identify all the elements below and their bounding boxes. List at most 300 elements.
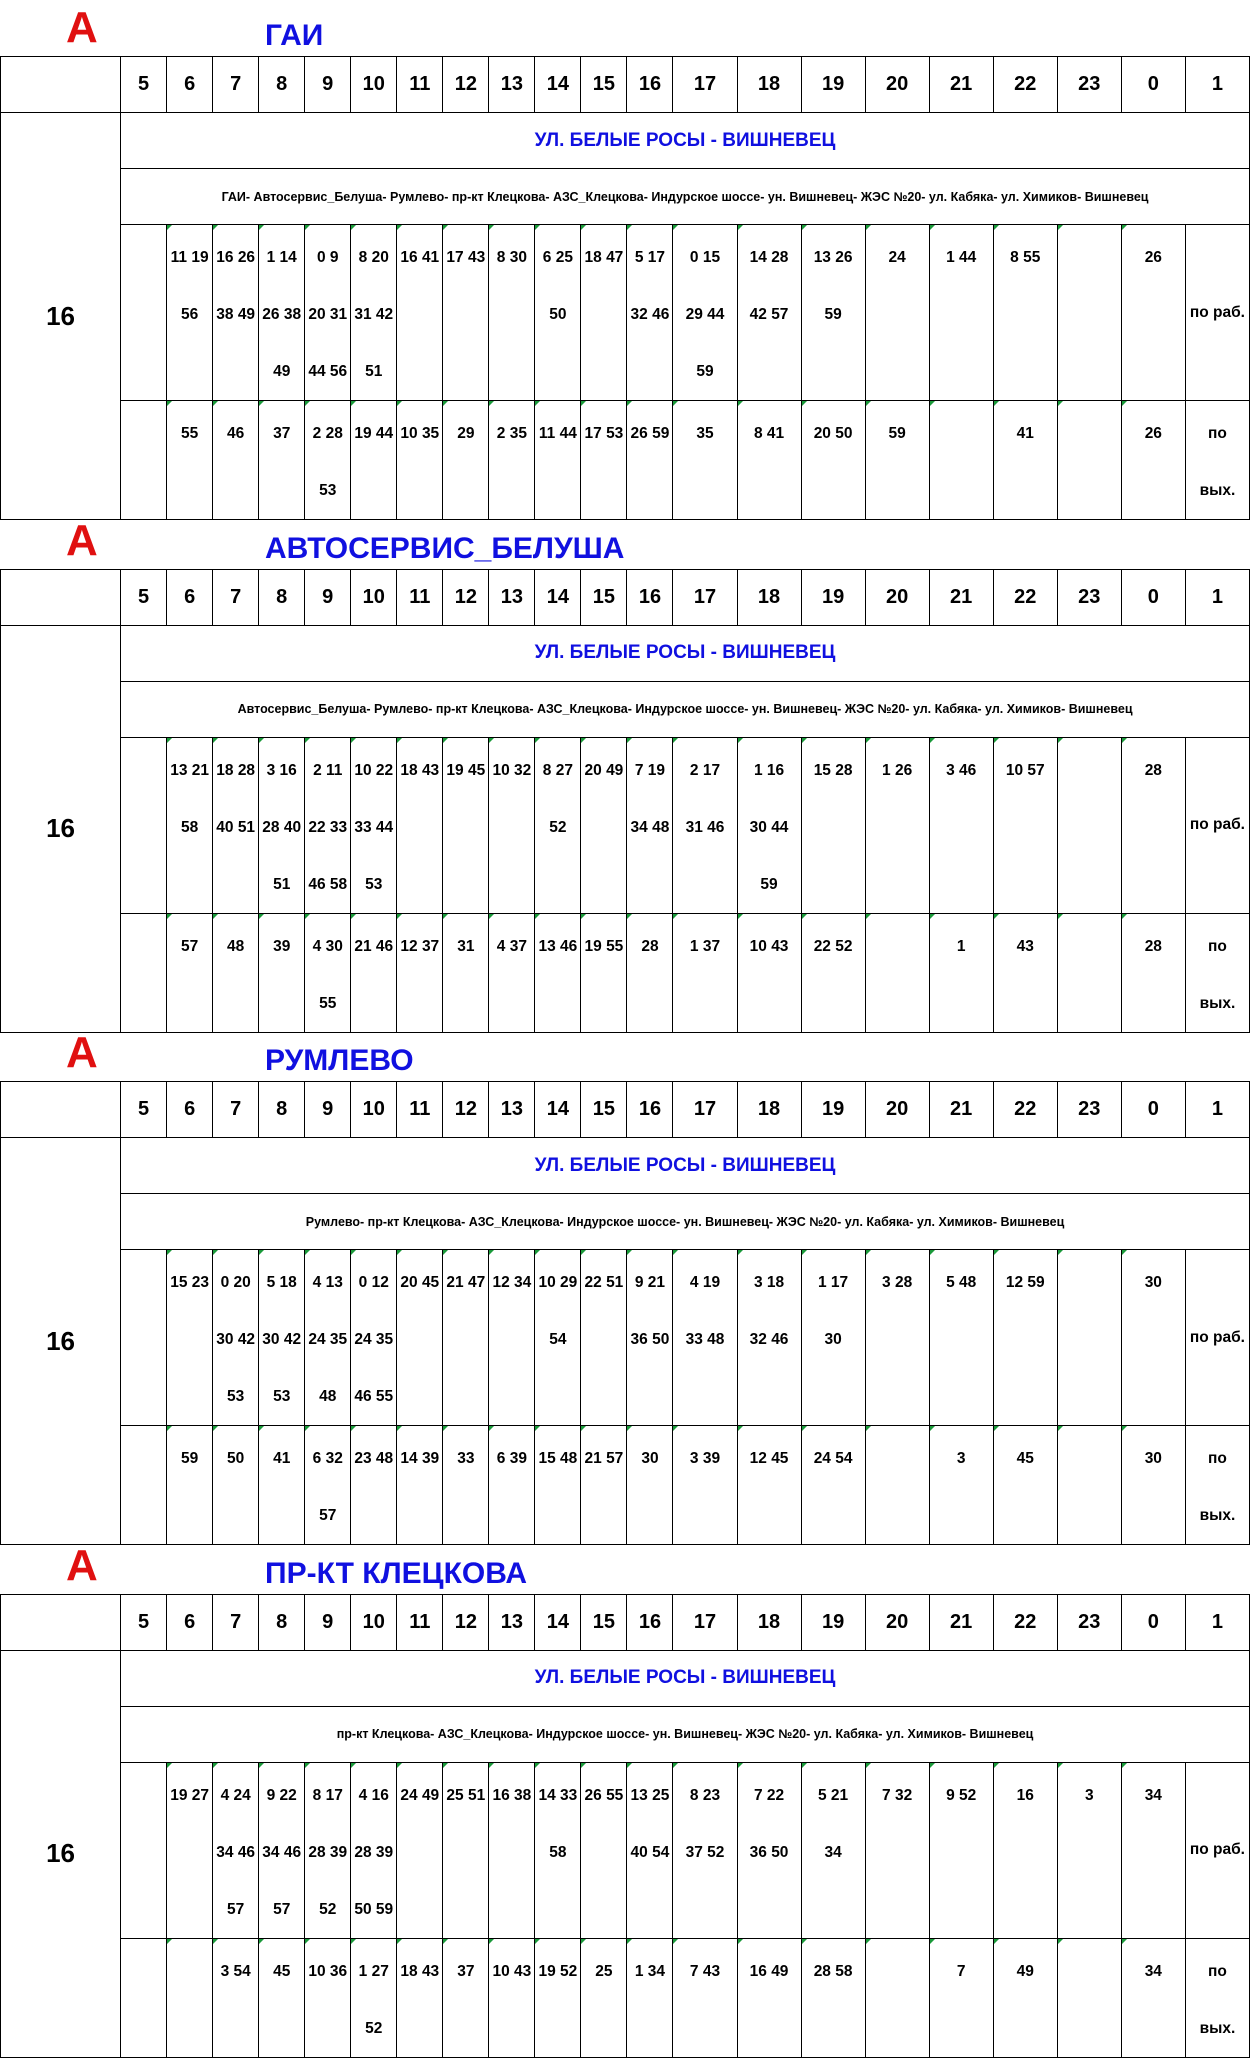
stop-section bbox=[0, 513, 1250, 1026]
weekend-times-cell bbox=[443, 1426, 489, 1545]
weekend-label-line: вых. bbox=[1199, 2019, 1236, 2037]
time-line bbox=[1122, 286, 1185, 343]
hour-header: 13 bbox=[489, 57, 535, 113]
weekday-row bbox=[1, 225, 1250, 401]
time-line: 7 43 bbox=[689, 1962, 721, 1980]
time-line bbox=[489, 1368, 534, 1425]
hour-header: 16 bbox=[627, 569, 673, 625]
time-line: 30 bbox=[824, 1331, 842, 1348]
weekday-times-cell bbox=[865, 225, 929, 401]
time-line: 59 bbox=[696, 363, 714, 380]
hour-header: 15 bbox=[581, 1082, 627, 1138]
time-line bbox=[213, 856, 258, 913]
time-line: 37 bbox=[457, 1962, 475, 1980]
time-line: 22 52 bbox=[813, 937, 853, 955]
time-line: 26 59 bbox=[630, 425, 670, 442]
weekday-times-cell bbox=[929, 225, 993, 401]
weekday-times-cell bbox=[627, 1762, 673, 1938]
time-line: 30 44 bbox=[749, 818, 789, 836]
time-line bbox=[259, 975, 304, 1032]
time-line: 45 bbox=[1016, 1450, 1034, 1467]
weekend-times-cell bbox=[167, 913, 213, 1032]
time-line bbox=[866, 462, 929, 519]
time-line: 28 bbox=[641, 937, 659, 955]
time-line bbox=[1122, 2000, 1185, 2057]
time-line: 37 bbox=[273, 425, 291, 442]
time-line: 5 48 bbox=[946, 1274, 977, 1291]
time-line bbox=[930, 462, 993, 519]
weekend-times-cell bbox=[737, 401, 801, 520]
weekday-times-cell bbox=[535, 1762, 581, 1938]
weekday-times-cell bbox=[929, 1762, 993, 1938]
hour-header: 18 bbox=[737, 1082, 801, 1138]
weekday-times-cell bbox=[581, 1762, 627, 1938]
hour-header: 17 bbox=[673, 1082, 737, 1138]
time-line: 6 39 bbox=[496, 1450, 527, 1467]
time-line bbox=[1058, 343, 1121, 400]
empty-5-cell bbox=[121, 737, 167, 913]
time-line: 53 bbox=[319, 482, 337, 499]
time-line bbox=[673, 1881, 736, 1938]
weekday-times-cell bbox=[535, 737, 581, 913]
time-line bbox=[259, 462, 304, 519]
time-line: 4 19 bbox=[689, 1274, 721, 1291]
hour-header: 11 bbox=[397, 57, 443, 113]
hour-header: 15 bbox=[581, 569, 627, 625]
weekend-times-cell bbox=[1057, 1938, 1121, 2057]
weekend-times-cell bbox=[1121, 913, 1185, 1032]
time-line bbox=[535, 975, 580, 1032]
weekday-times-cell bbox=[213, 1250, 259, 1426]
time-line: 18 43 bbox=[400, 1962, 440, 1980]
time-line: 4 13 bbox=[312, 1274, 343, 1291]
hours-header-row bbox=[1, 569, 1250, 625]
time-line bbox=[994, 856, 1057, 913]
weekend-label-line: по bbox=[1208, 1962, 1227, 1980]
hour-header: 9 bbox=[305, 57, 351, 113]
weekday-times-cell bbox=[737, 225, 801, 401]
route-number: 16 bbox=[1, 625, 121, 1032]
time-line: 16 bbox=[1016, 1786, 1034, 1804]
time-line: 1 17 bbox=[818, 1274, 849, 1291]
hour-header: 23 bbox=[1057, 569, 1121, 625]
weekend-label bbox=[1185, 1426, 1249, 1545]
weekday-times-cell bbox=[737, 1250, 801, 1426]
time-line bbox=[994, 1368, 1057, 1425]
weekend-times-cell bbox=[993, 1938, 1057, 2057]
hour-header: 19 bbox=[801, 1082, 865, 1138]
hour-header: 8 bbox=[259, 1082, 305, 1138]
weekday-row bbox=[1, 1762, 1250, 1938]
time-line: 26 38 bbox=[262, 306, 302, 323]
time-line: 12 59 bbox=[1005, 1274, 1045, 1291]
weekday-times-cell bbox=[581, 225, 627, 401]
time-line bbox=[535, 2000, 580, 2057]
hour-header: 19 bbox=[801, 57, 865, 113]
via-row bbox=[1, 169, 1250, 225]
time-line: 4 30 bbox=[312, 937, 343, 955]
weekend-label-line: вых. bbox=[1199, 1507, 1236, 1524]
time-line: 9 52 bbox=[946, 1786, 977, 1804]
weekend-times-cell bbox=[673, 401, 737, 520]
weekday-times-cell bbox=[993, 1762, 1057, 1938]
stop-titlebar bbox=[0, 1025, 1250, 1081]
time-line bbox=[259, 2000, 304, 2057]
weekend-times-cell bbox=[1121, 401, 1185, 520]
route-number: 16 bbox=[1, 1138, 121, 1545]
time-line: 7 32 bbox=[882, 1786, 913, 1804]
weekend-times-cell bbox=[443, 913, 489, 1032]
weekday-times-cell bbox=[673, 1250, 737, 1426]
weekend-times-cell bbox=[865, 1426, 929, 1545]
hour-header: 9 bbox=[305, 1594, 351, 1650]
weekday-times-cell bbox=[737, 737, 801, 913]
time-line: 31 42 bbox=[354, 306, 394, 323]
time-line: 56 bbox=[181, 306, 199, 323]
time-line bbox=[443, 286, 488, 343]
hour-header: 9 bbox=[305, 1082, 351, 1138]
time-line: 39 bbox=[273, 937, 291, 955]
time-line: 13 26 bbox=[813, 249, 853, 266]
time-line bbox=[930, 975, 993, 1032]
hour-header: 7 bbox=[213, 57, 259, 113]
hour-header: 22 bbox=[993, 569, 1057, 625]
time-line: 45 bbox=[273, 1962, 291, 1980]
time-line bbox=[489, 799, 534, 856]
weekend-times-cell bbox=[305, 401, 351, 520]
hour-header: 18 bbox=[737, 569, 801, 625]
weekend-row bbox=[1, 1426, 1250, 1545]
time-line: 24 49 bbox=[400, 1786, 440, 1804]
time-line bbox=[489, 286, 534, 343]
weekday-times-cell bbox=[1057, 1762, 1121, 1938]
hour-header: 12 bbox=[443, 1594, 489, 1650]
direction-title: УЛ. БЕЛЫЕ РОСЫ - ВИШНЕВЕЦ bbox=[121, 1650, 1250, 1706]
empty-5-cell bbox=[121, 225, 167, 401]
time-line: 2 28 bbox=[312, 425, 343, 442]
stop-titlebar bbox=[0, 513, 1250, 569]
time-line: 28 39 bbox=[354, 1843, 394, 1861]
hour-header: 6 bbox=[167, 1594, 213, 1650]
hour-header: 8 bbox=[259, 1594, 305, 1650]
route-stops: пр-кт Клецкова- АЗС_Клецкова- Индурское шоссе- ун. Вишневец- ЖЭС №20- ул. Кабяка- ул. Химиков- Вишневец bbox=[121, 1706, 1250, 1762]
route-stops: ГАИ- Автосервис_Белуша- Румлево- пр-кт Клецкова- АЗС_Клецкова- Индурское шоссе- ун. Вишневец- ЖЭС №20- ул. Кабяка- ул. Химиков- Вишневец bbox=[121, 169, 1250, 225]
weekend-times-cell bbox=[801, 1938, 865, 2057]
time-line bbox=[397, 1487, 442, 1544]
time-line: 15 28 bbox=[813, 761, 853, 779]
weekend-times-cell bbox=[673, 1426, 737, 1545]
weekday-times-cell bbox=[865, 1762, 929, 1938]
weekend-times-cell bbox=[305, 913, 351, 1032]
time-line bbox=[930, 799, 993, 856]
weekend-times-cell bbox=[1057, 401, 1121, 520]
time-line: 46 bbox=[227, 425, 245, 442]
weekday-times-cell bbox=[351, 737, 397, 913]
time-line: 1 16 bbox=[753, 761, 785, 779]
time-line bbox=[866, 856, 929, 913]
schedule-table bbox=[0, 1594, 1250, 2058]
time-line: 1 bbox=[956, 937, 966, 955]
hour-header: 11 bbox=[397, 1082, 443, 1138]
time-line bbox=[351, 1487, 396, 1544]
time-line: 33 44 bbox=[354, 818, 394, 836]
time-line bbox=[1122, 1311, 1185, 1368]
route-number: 16 bbox=[1, 1650, 121, 2057]
time-line bbox=[1058, 229, 1121, 286]
weekday-times-cell bbox=[305, 225, 351, 401]
hour-header: 17 bbox=[673, 1594, 737, 1650]
time-line bbox=[581, 1311, 626, 1368]
weekday-times-cell bbox=[167, 225, 213, 401]
time-line bbox=[581, 799, 626, 856]
time-line: 57 bbox=[273, 1900, 291, 1918]
time-line: 21 57 bbox=[584, 1450, 624, 1467]
stop-name: ГАИ bbox=[265, 19, 324, 52]
hour-header: 13 bbox=[489, 1594, 535, 1650]
time-line bbox=[397, 286, 442, 343]
time-line: 30 bbox=[641, 1450, 659, 1467]
time-line bbox=[581, 1487, 626, 1544]
weekend-times-cell bbox=[259, 1938, 305, 2057]
weekday-row bbox=[1, 737, 1250, 913]
time-line: 52 bbox=[319, 1900, 337, 1918]
time-line: 1 14 bbox=[266, 249, 297, 266]
schedule-table bbox=[0, 569, 1250, 1033]
hour-header: 18 bbox=[737, 1594, 801, 1650]
hour-header: 6 bbox=[167, 569, 213, 625]
time-line bbox=[930, 286, 993, 343]
time-line bbox=[627, 2000, 672, 2057]
time-line: 34 46 bbox=[262, 1843, 302, 1861]
schedule-table bbox=[0, 56, 1250, 520]
hours-header-row bbox=[1, 1082, 1250, 1138]
empty-5-cell bbox=[121, 1250, 167, 1426]
weekend-times-cell bbox=[1121, 1426, 1185, 1545]
time-line bbox=[489, 975, 534, 1032]
time-line bbox=[1058, 742, 1121, 799]
weekend-times-cell bbox=[213, 913, 259, 1032]
time-line: 31 46 bbox=[685, 818, 725, 836]
time-line bbox=[1058, 1254, 1121, 1311]
empty-5-cell bbox=[121, 1762, 167, 1938]
weekday-times-cell bbox=[1057, 225, 1121, 401]
direction-title: УЛ. БЕЛЫЕ РОСЫ - ВИШНЕВЕЦ bbox=[121, 113, 1250, 169]
weekend-times-cell bbox=[627, 401, 673, 520]
time-line bbox=[1122, 975, 1185, 1032]
time-line: 16 49 bbox=[749, 1962, 789, 1980]
time-line: 10 43 bbox=[492, 1962, 532, 1980]
time-line bbox=[673, 856, 736, 913]
hour-header: 21 bbox=[929, 57, 993, 113]
time-line bbox=[1058, 462, 1121, 519]
direction-row bbox=[1, 113, 1250, 169]
time-line bbox=[1058, 1881, 1121, 1938]
time-line: 42 57 bbox=[749, 306, 789, 323]
time-line: 11 19 bbox=[170, 249, 209, 266]
time-line: 3 46 bbox=[946, 761, 977, 779]
hour-header: 15 bbox=[581, 1594, 627, 1650]
weekday-times-cell bbox=[443, 225, 489, 401]
time-line bbox=[1058, 405, 1121, 462]
time-line bbox=[1058, 2000, 1121, 2057]
time-line: 7 bbox=[956, 1962, 966, 1980]
time-line: 36 50 bbox=[630, 1331, 670, 1348]
time-line: 59 bbox=[181, 1450, 199, 1467]
hour-header: 1 bbox=[1185, 1082, 1249, 1138]
weekend-times-cell bbox=[737, 1938, 801, 2057]
time-line bbox=[930, 1824, 993, 1881]
weekend-label-line: по bbox=[1208, 425, 1227, 442]
time-line bbox=[1058, 1487, 1121, 1544]
time-line bbox=[627, 1881, 672, 1938]
hour-header: 22 bbox=[993, 1082, 1057, 1138]
time-line bbox=[802, 799, 865, 856]
time-line: 5 21 bbox=[818, 1786, 849, 1804]
time-line bbox=[213, 343, 258, 400]
time-line bbox=[994, 343, 1057, 400]
weekend-times-cell bbox=[801, 913, 865, 1032]
time-line: 28 58 bbox=[813, 1962, 853, 1980]
time-line bbox=[443, 343, 488, 400]
empty-5-cell bbox=[121, 401, 167, 520]
weekday-times-cell bbox=[259, 1762, 305, 1938]
weekday-times-cell bbox=[167, 737, 213, 913]
time-line: 28 bbox=[1144, 937, 1162, 955]
weekend-times-cell bbox=[351, 401, 397, 520]
time-line: 13 25 bbox=[630, 1786, 670, 1804]
hour-header: 22 bbox=[993, 57, 1057, 113]
stop-section bbox=[0, 1025, 1250, 1538]
time-line bbox=[167, 343, 212, 400]
time-line: 52 bbox=[365, 2019, 383, 2037]
hour-header: 1 bbox=[1185, 57, 1249, 113]
time-line bbox=[489, 1881, 534, 1938]
weekend-times-cell bbox=[443, 401, 489, 520]
time-line: 2 35 bbox=[496, 425, 527, 442]
time-line bbox=[994, 462, 1057, 519]
weekday-label: по раб. bbox=[1185, 225, 1249, 401]
weekday-times-cell bbox=[443, 1762, 489, 1938]
time-line bbox=[581, 286, 626, 343]
bus-type-letter: А bbox=[66, 3, 98, 52]
weekend-label bbox=[1185, 401, 1249, 520]
time-line bbox=[167, 2000, 212, 2057]
time-line bbox=[866, 1430, 929, 1487]
weekday-times-cell bbox=[801, 737, 865, 913]
time-line: 54 bbox=[549, 1331, 567, 1348]
hour-header: 6 bbox=[167, 1082, 213, 1138]
time-line bbox=[489, 1824, 534, 1881]
time-line: 59 bbox=[760, 875, 778, 893]
time-line: 0 15 bbox=[689, 249, 721, 266]
hour-header: 0 bbox=[1121, 1594, 1185, 1650]
weekend-times-cell bbox=[627, 1938, 673, 2057]
time-line bbox=[930, 1311, 993, 1368]
weekday-times-cell bbox=[489, 737, 535, 913]
stop-name: РУМЛЕВО bbox=[265, 1044, 414, 1077]
time-line: 6 32 bbox=[312, 1450, 343, 1467]
bus-type-letter: А bbox=[66, 1540, 98, 1590]
time-line: 26 bbox=[1144, 249, 1162, 266]
weekend-times-cell bbox=[305, 1426, 351, 1545]
time-line: 12 34 bbox=[492, 1274, 532, 1291]
hour-header: 7 bbox=[213, 1082, 259, 1138]
empty-5-cell bbox=[121, 1938, 167, 2057]
time-line bbox=[1122, 856, 1185, 913]
weekend-times-cell bbox=[351, 1426, 397, 1545]
via-row bbox=[1, 681, 1250, 737]
weekend-label-line: вых. bbox=[1199, 994, 1236, 1012]
weekday-times-cell bbox=[993, 225, 1057, 401]
hour-header: 10 bbox=[351, 1594, 397, 1650]
empty-5-cell bbox=[121, 913, 167, 1032]
hour-header: 16 bbox=[627, 1594, 673, 1650]
time-line: 10 29 bbox=[538, 1274, 578, 1291]
weekday-times-cell bbox=[801, 1250, 865, 1426]
time-line bbox=[802, 1368, 865, 1425]
weekday-times-cell bbox=[1121, 225, 1185, 401]
weekend-times-cell bbox=[397, 1938, 443, 2057]
hour-header: 14 bbox=[535, 57, 581, 113]
weekend-times-cell bbox=[489, 401, 535, 520]
weekday-times-cell bbox=[535, 225, 581, 401]
weekday-times-cell bbox=[865, 1250, 929, 1426]
time-line: 30 42 bbox=[216, 1331, 256, 1348]
weekend-times-cell bbox=[581, 1938, 627, 2057]
time-line: 36 50 bbox=[749, 1843, 789, 1861]
time-line bbox=[1122, 1824, 1185, 1881]
time-line: 8 17 bbox=[312, 1786, 343, 1804]
time-line bbox=[443, 1487, 488, 1544]
time-line bbox=[673, 975, 736, 1032]
weekend-times-cell bbox=[929, 401, 993, 520]
time-line: 19 55 bbox=[584, 937, 624, 955]
time-line bbox=[397, 799, 442, 856]
time-line bbox=[994, 2000, 1057, 2057]
time-line: 8 27 bbox=[542, 761, 573, 779]
weekday-times-cell bbox=[443, 1250, 489, 1426]
hour-header: 7 bbox=[213, 569, 259, 625]
hour-header: 12 bbox=[443, 1082, 489, 1138]
weekday-times-cell bbox=[627, 1250, 673, 1426]
time-line: 50 bbox=[549, 306, 567, 323]
time-line: 19 52 bbox=[538, 1962, 578, 1980]
weekend-times-cell bbox=[535, 913, 581, 1032]
time-line: 19 45 bbox=[446, 761, 486, 779]
time-line bbox=[535, 343, 580, 400]
time-line: 31 bbox=[457, 937, 475, 955]
time-line: 1 44 bbox=[946, 249, 977, 266]
time-line: 25 51 bbox=[446, 1786, 486, 1804]
time-line bbox=[627, 1368, 672, 1425]
time-line: 55 bbox=[181, 425, 199, 442]
weekend-times-cell bbox=[581, 913, 627, 1032]
hour-header: 21 bbox=[929, 569, 993, 625]
hour-header: 5 bbox=[121, 569, 167, 625]
time-line: 3 39 bbox=[689, 1450, 721, 1467]
time-line: 34 48 bbox=[630, 818, 670, 836]
time-line bbox=[994, 1487, 1057, 1544]
weekday-times-cell bbox=[1057, 737, 1121, 913]
time-line bbox=[802, 1487, 865, 1544]
time-line: 3 bbox=[956, 1450, 966, 1467]
time-line bbox=[213, 462, 258, 519]
time-line: 1 34 bbox=[634, 1962, 666, 1980]
time-line bbox=[581, 462, 626, 519]
time-line bbox=[930, 1487, 993, 1544]
time-line bbox=[581, 1368, 626, 1425]
time-line bbox=[581, 2000, 626, 2057]
